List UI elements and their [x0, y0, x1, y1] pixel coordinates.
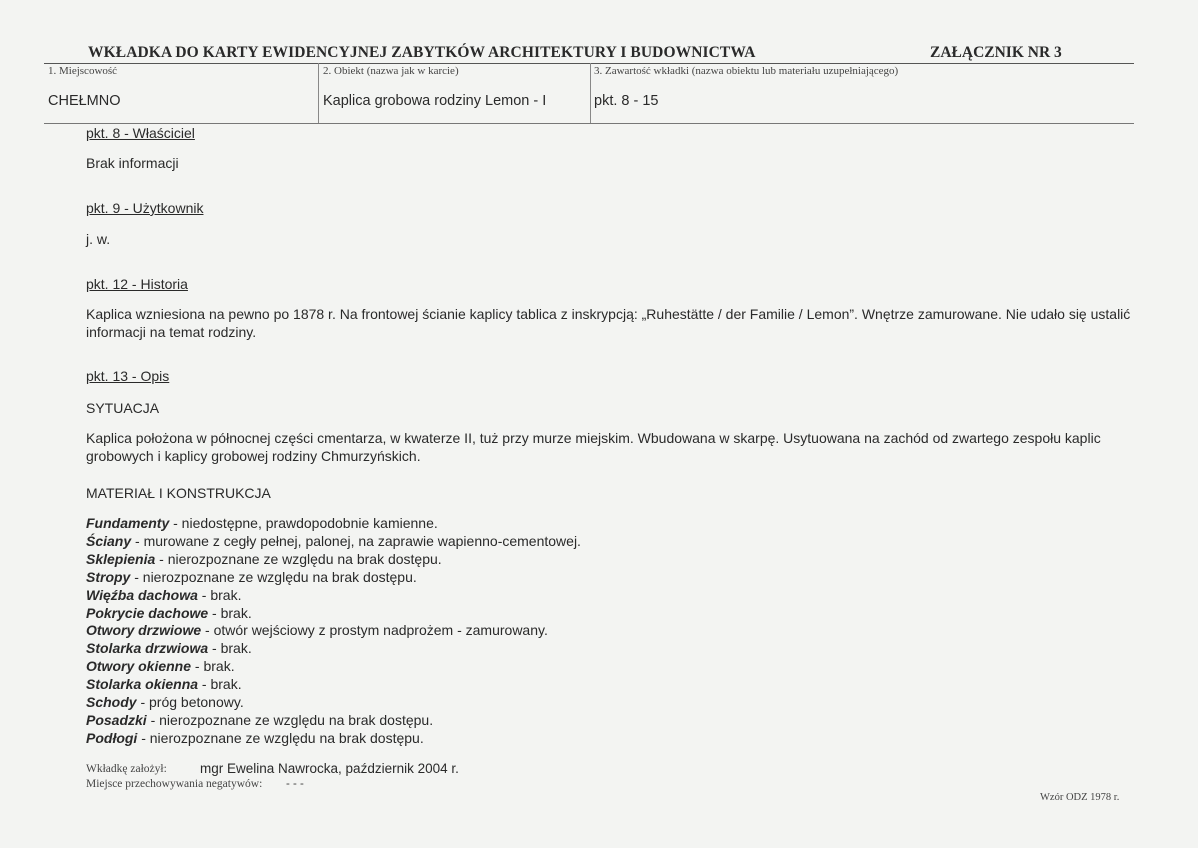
material-term: Ściany — [86, 532, 132, 549]
document-title: WKŁADKA DO KARTY EWIDENCYJNEJ ZABYTKÓW ARCHITEKTURY I BUDOWNICTWA — [88, 44, 756, 61]
negatives-value: - - - — [286, 778, 304, 790]
section-user-title: pkt. 9 - Użytkownik — [86, 200, 204, 216]
situation-text: Kaplica położona w północnej części cmentarza, w kwaterze II, tuż przy murze miejskim. Wbudowana w skarpę. Usytuowana na zachód od zwartego zespołu kaplic grobowych i kaplicy grobowej rodziny Chmurzyńskich. — [86, 430, 1101, 464]
material-item — [86, 569, 581, 587]
material-term: Stolarka drzwiowa — [86, 640, 209, 657]
material-term: Stolarka okienna — [86, 676, 199, 693]
section-history-text: Kaplica wzniesiona na pewno po 1878 r. Na frontowej ścianie kaplicy tablica z inskrypcją: „Ruhestätte / der Familie / Lemon”. Wnętrze zamurowane. Nie udało się ustalić informacji na temat rodziny. — [86, 306, 1131, 340]
materials-list — [86, 515, 581, 748]
material-term: Schody — [86, 694, 137, 711]
author-value: mgr Ewelina Nawrocka, październik 2004 r. — [200, 761, 459, 776]
material-item — [86, 640, 581, 658]
section-history-title: pkt. 12 - Historia — [86, 276, 188, 292]
material-description: - nierozpoznane ze względu na brak dostępu. — [137, 729, 424, 746]
material-term: Sklepienia — [86, 550, 156, 567]
object-value: Kaplica grobowa rodziny Lemon - I — [323, 93, 547, 109]
section-user-text: j. w. — [86, 231, 111, 247]
material-term: Fundamenty — [86, 515, 170, 531]
material-term: Posadzki — [86, 711, 147, 728]
section-description-title: pkt. 13 - Opis — [86, 368, 170, 384]
material-description: - brak. — [208, 640, 252, 657]
material-term: Podłogi — [86, 729, 138, 746]
table-bottom-border — [44, 123, 1134, 124]
situation-heading: SYTUACJA — [86, 400, 160, 416]
material-description: - otwór wejściowy z prostym nadprożem - zamurowany. — [201, 622, 548, 639]
contents-label: 3. Zawartość wkładki (nazwa obiektu lub materiału uzupełniającego) — [594, 65, 899, 77]
material-term: Pokrycie dachowe — [86, 604, 209, 621]
material-description: - nierozpoznane ze względu na brak dostępu. — [130, 568, 417, 585]
material-item — [86, 551, 581, 569]
material-description: - nierozpoznane ze względu na brak dostępu. — [146, 711, 434, 728]
material-item — [86, 730, 581, 748]
material-item — [86, 533, 581, 551]
material-item — [86, 622, 581, 640]
material-term: Stropy — [86, 568, 131, 585]
material-description: - brak. — [208, 604, 252, 621]
material-description: - brak. — [198, 676, 242, 693]
contents-value: pkt. 8 - 15 — [594, 93, 659, 109]
material-heading: MATERIAŁ I KONSTRUKCJA — [86, 485, 271, 501]
material-term: Więźba dachowa — [86, 586, 198, 603]
material-item — [86, 605, 581, 623]
object-label: 2. Obiekt (nazwa jak w karcie) — [323, 65, 459, 77]
material-description: - brak. — [197, 586, 242, 603]
material-description: - brak. — [191, 658, 235, 675]
material-item — [86, 587, 581, 605]
material-item — [86, 515, 581, 533]
table-top-border — [44, 63, 1134, 64]
material-description: - niedostępne, prawdopodobnie kamienne. — [169, 515, 438, 531]
locality-label: 1. Miejscowość — [48, 65, 118, 77]
material-item — [86, 658, 581, 676]
material-term: Otwory okienne — [86, 658, 192, 675]
section-owner-title: pkt. 8 - Właściciel — [86, 125, 195, 141]
material-term: Otwory drzwiowe — [86, 622, 202, 639]
column-divider — [590, 63, 591, 123]
template-note: Wzór ODZ 1978 r. — [1040, 792, 1120, 803]
annex-number: ZAŁĄCZNIK NR 3 — [930, 44, 1062, 61]
column-divider — [318, 63, 319, 123]
negatives-label: Miejsce przechowywania negatywów: — [86, 778, 263, 790]
material-item — [86, 712, 581, 730]
material-item — [86, 676, 581, 694]
locality-value: CHEŁMNO — [48, 93, 121, 109]
material-description: - próg betonowy. — [136, 694, 244, 711]
material-description: - nierozpoznane ze względu na brak dostępu. — [155, 550, 442, 567]
section-owner-text: Brak informacji — [86, 155, 179, 171]
material-description: - murowane z cegły pełnej, palonej, na zaprawie wapienno-cementowej. — [131, 532, 581, 549]
author-label: Wkładkę założył: — [86, 763, 167, 775]
material-item — [86, 694, 581, 712]
